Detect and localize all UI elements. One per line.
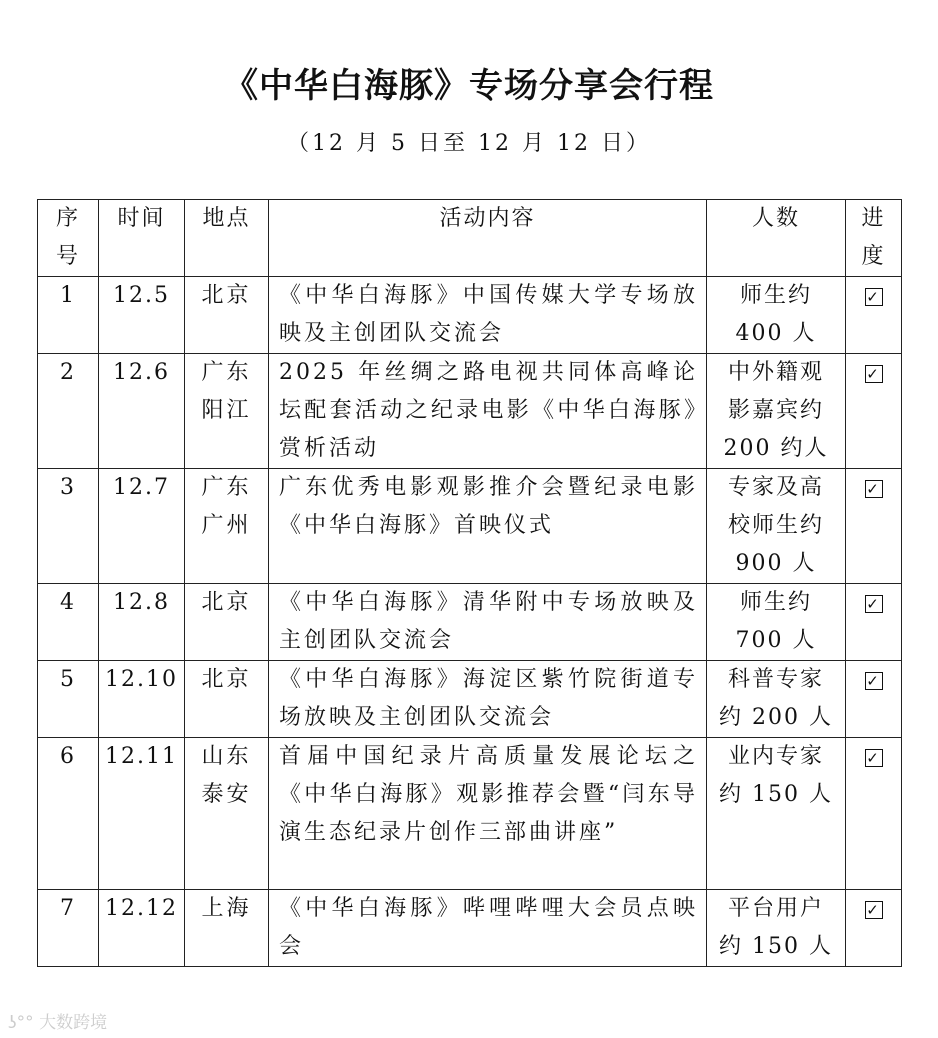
row-content: 《中华白海豚》哔哩哔哩大会员点映会: [269, 890, 707, 967]
row-date: 12.12: [99, 890, 185, 967]
row-number: 4: [38, 584, 99, 661]
row-content: 广东优秀电影观影推介会暨纪录电影《中华白海豚》首映仪式: [269, 469, 707, 584]
row-people: 专家及高校师生约 900 人: [707, 469, 846, 584]
row-progress: [846, 890, 902, 967]
checkbox-checked-icon: ✓: [866, 365, 881, 383]
row-people: 中外籍观影嘉宾约 200 约人: [707, 354, 846, 469]
row-date: 12.8: [99, 584, 185, 661]
header-progress: 进度: [846, 200, 902, 277]
table-row: [38, 738, 902, 890]
row-place: 北京: [185, 661, 269, 738]
checkbox-checked-icon: ✓: [866, 288, 881, 306]
row-progress: [846, 469, 902, 584]
row-content: 《中华白海豚》海淀区紫竹院街道专场放映及主创团队交流会: [269, 661, 707, 738]
row-number: 2: [38, 354, 99, 469]
row-date: 12.7: [99, 469, 185, 584]
row-progress: [846, 277, 902, 354]
schedule-table: [37, 199, 902, 967]
row-progress: [846, 661, 902, 738]
checkbox-checked-icon: ✓: [866, 480, 881, 498]
row-progress: [846, 738, 902, 890]
table-header-row: [38, 200, 902, 277]
checkbox-checked-icon: ✓: [866, 672, 881, 690]
row-people: 科普专家约 200 人: [707, 661, 846, 738]
checkbox-checked-icon: ✓: [866, 595, 881, 613]
row-content: 2025 年丝绸之路电视共同体高峰论坛配套活动之纪录电影《中华白海豚》赏析活动: [269, 354, 707, 469]
table-row: [38, 661, 902, 738]
row-place: 广东广州: [185, 469, 269, 584]
row-place: 上海: [185, 890, 269, 967]
row-number: 3: [38, 469, 99, 584]
row-content: 《中华白海豚》清华附中专场放映及主创团队交流会: [269, 584, 707, 661]
row-content: 首届中国纪录片高质量发展论坛之《中华白海豚》观影推荐会暨“闫东导演生态纪录片创作三部曲讲座”: [269, 738, 707, 890]
row-place: 北京: [185, 277, 269, 354]
row-number: 1: [38, 277, 99, 354]
row-number: 5: [38, 661, 99, 738]
row-people: 业内专家约 150 人: [707, 738, 846, 890]
checkbox-checked-icon: ✓: [866, 901, 881, 919]
header-content: 活动内容: [269, 200, 707, 277]
date-range-subtitle: （12 月 5 日至 12 月 12 日）: [287, 131, 651, 156]
row-place: 北京: [185, 584, 269, 661]
row-people: 师生约 700 人: [707, 584, 846, 661]
table-row: [38, 890, 902, 967]
watermark-logo: ʖ°° 大数跨境: [8, 1013, 108, 1033]
table-row: [38, 469, 902, 584]
header-people: 人数: [707, 200, 846, 277]
row-place: 山东泰安: [185, 738, 269, 890]
page-title: 《中华白海豚》专场分享会行程: [224, 66, 714, 106]
table-row: [38, 584, 902, 661]
row-content: 《中华白海豚》中国传媒大学专场放映及主创团队交流会: [269, 277, 707, 354]
row-place: 广东阳江: [185, 354, 269, 469]
row-progress: [846, 584, 902, 661]
header-no: 序号: [38, 200, 99, 277]
header-place: 地点: [185, 200, 269, 277]
row-progress: [846, 354, 902, 469]
checkbox-checked-icon: ✓: [866, 749, 881, 767]
row-people: 师生约 400 人: [707, 277, 846, 354]
row-number: 6: [38, 738, 99, 890]
row-people: 平台用户约 150 人: [707, 890, 846, 967]
table-row: [38, 277, 902, 354]
header-time: 时间: [99, 200, 185, 277]
row-number: 7: [38, 890, 99, 967]
row-date: 12.11: [99, 738, 185, 890]
row-date: 12.6: [99, 354, 185, 469]
row-date: 12.10: [99, 661, 185, 738]
table-row: [38, 354, 902, 469]
row-date: 12.5: [99, 277, 185, 354]
